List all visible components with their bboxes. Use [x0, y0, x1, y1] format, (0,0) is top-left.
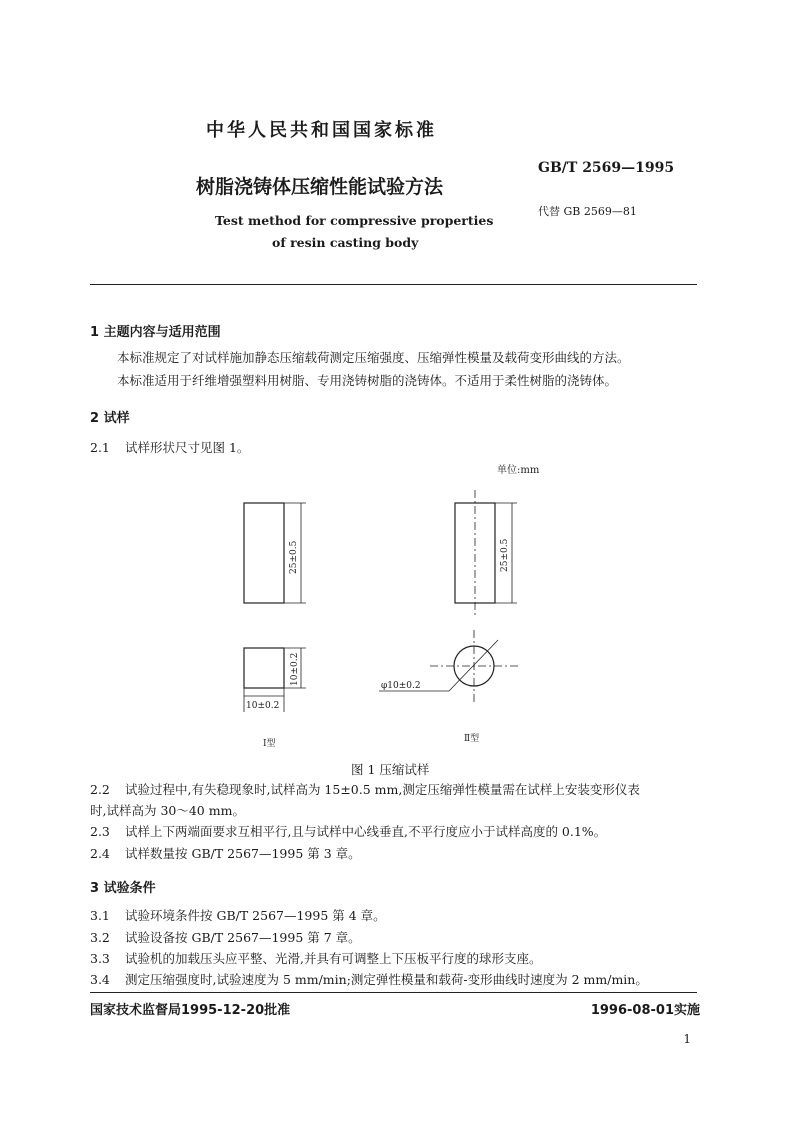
item-3-3: [90, 949, 541, 967]
footer-divider: [90, 992, 697, 993]
item-2-2: [90, 780, 640, 798]
dim-width-type1: 10±0.2: [246, 701, 280, 711]
header-divider: [90, 284, 697, 285]
item-number: 3.2: [90, 930, 110, 945]
section-2-heading: 2 试样: [90, 411, 130, 426]
item-3-4: [90, 970, 648, 988]
item-text: 试验环境条件按 GB/T 2567—1995 第 4 章。: [125, 908, 386, 923]
item-text: 试样上下两端面要求互相平行,且与试样中心线垂直,不平行度应小于试样高度的 0.1%。: [125, 824, 607, 839]
dim-height-type1: 25±0.5: [289, 540, 299, 574]
standard-number: GB/T 2569—1995: [538, 160, 675, 176]
item-text: 试样数量按 GB/T 2567—1995 第 3 章。: [125, 846, 361, 861]
section-1-heading: 1 主题内容与适用范围: [90, 325, 221, 340]
type-1-specimen-front: [244, 503, 284, 603]
standard-category-title: 中华人民共和国国家标准: [206, 120, 437, 141]
page-number: 1: [683, 1032, 691, 1046]
item-3-1: [90, 906, 386, 924]
section-3-heading: 3 试验条件: [90, 881, 156, 896]
type-1-specimen-top: [244, 648, 284, 688]
effective-date: 1996-08-01实施: [590, 1003, 700, 1018]
replaces-note: 代替 GB 2569—81: [538, 205, 637, 218]
compression-specimen-figure: [230, 480, 570, 755]
dim-height-type2: 25±0.5: [500, 538, 510, 572]
item-2-1: [90, 438, 249, 456]
item-number: 2.4: [90, 846, 110, 861]
section-1-paragraph-1: 本标准规定了对试样施加静态压缩载荷测定压缩强度、压缩弹性模量及载荷变形曲线的方法。: [117, 350, 630, 365]
type-2-label: Ⅱ型: [464, 734, 480, 744]
dim-side-type1: 10±0.2: [290, 652, 300, 686]
type-1-label: Ⅰ型: [263, 739, 276, 749]
document-title-cn: 树脂浇铸体压缩性能试验方法: [196, 176, 444, 198]
item-3-2: [90, 928, 361, 946]
figure-caption: 图 1 压缩试样: [351, 762, 430, 777]
item-number: 3.3: [90, 951, 110, 966]
document-title-en-line2: of resin casting body: [272, 235, 419, 250]
item-number: 3.1: [90, 908, 110, 923]
unit-label: 单位:mm: [497, 465, 540, 476]
item-text: 测定压缩强度时,试验速度为 5 mm/min;测定弹性模量和载荷-变形曲线时速度为 2 mm/min。: [125, 972, 648, 987]
item-number: 2.3: [90, 824, 110, 839]
item-text: 试验设备按 GB/T 2567—1995 第 7 章。: [125, 930, 361, 945]
item-text: 试验机的加载压头应平整、光滑,并具有可调整上下压板平行度的球形支座。: [125, 951, 542, 966]
item-text: 试样形状尺寸见图 1。: [125, 440, 250, 455]
item-number: 3.4: [90, 972, 110, 987]
item-2-3: [90, 822, 606, 840]
section-1-paragraph-2: 本标准适用于纤维增强塑料用树脂、专用浇铸树脂的浇铸体。不适用于柔性树脂的浇铸体。: [117, 373, 618, 388]
dim-diameter-type2: φ10±0.2: [381, 681, 421, 691]
item-2-4: [90, 844, 361, 862]
item-number: 2.1: [90, 440, 110, 455]
item-text: 试验过程中,有失稳现象时,试样高为 15±0.5 mm,测定压缩弹性模量需在试样上安装变形仪表: [125, 782, 640, 797]
item-2-2-continued: 时,试样高为 30～40 mm。: [90, 803, 245, 818]
approval-note: 国家技术监督局1995-12-20批准: [90, 1003, 291, 1018]
item-number: 2.2: [90, 782, 110, 797]
document-title-en-line1: Test method for compressive properties: [215, 213, 494, 228]
